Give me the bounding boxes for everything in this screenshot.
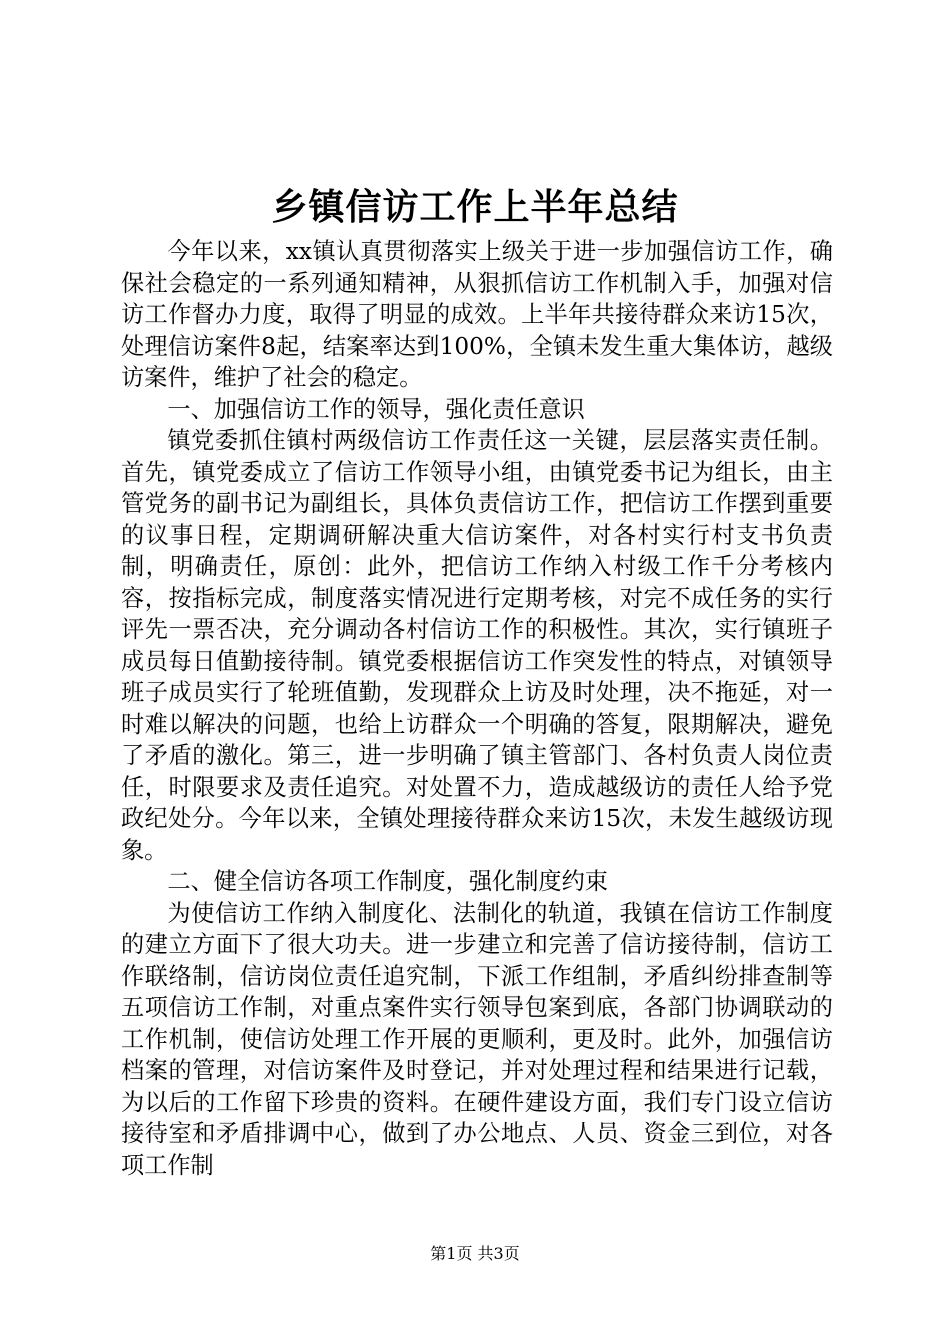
document-title: 乡镇信访工作上半年总结 bbox=[271, 187, 679, 228]
section-heading-2: 二、健全信访各项工作制度，强化制度约束 bbox=[167, 868, 608, 895]
paragraph-section-1: 镇党委抓住镇村两级信访工作责任这一关键，层层落实责任制。首先，镇党委成立了信访工作领导小组，由镇党委书记为组长，由主管党务的副书记为副组长，具体负责信访工作，把信访工作摆到重要的议事日程，定期调研解决重大信访案件，对各村实行村支书负责制，明确责任，原创：此外，把信访工作纳入村级工作千分考核内容，按指标完成，制度落实情况进行定期考核，对完不成任务的实行评先一票否决，充分调动各村信访工作的积极性。其次，实行镇班子成员每日值勤接待制。镇党委根据信访工作突发性的特点，对镇领导班子成员实行了轮班值勤，发现群众上访及时处理，决不拖延，对一时难以解决的问题，也给上访群众一个明确的答复，限期解决，避免了矛盾的激化。第三，进一步明确了镇主管部门、各村负责人岗位责任，时限要求及责任追究。对处置不力，造成越级访的责任人给予党政纪处分。今年以来，全镇处理接待群众来访15次，未发生越级访现象。 bbox=[121, 427, 833, 864]
page-footer: 第1页 共3页 bbox=[430, 1244, 520, 1263]
paragraph-intro: 今年以来，xx镇认真贯彻落实上级关于进一步加强信访工作，确保社会稳定的一系列通知精神，从狠抓信访工作机制入手，加强对信访工作督办力度，取得了明显的成效。上半年共接待群众来访15次，处理信访案件8起，结案率达到100%，全镇未发生重大集体访，越级访案件，维护了社会的稳定。 bbox=[121, 238, 833, 391]
section-heading-1: 一、加强信访工作的领导，强化责任意识 bbox=[167, 395, 585, 423]
paragraph-section-2: 为使信访工作纳入制度化、法制化的轨道，我镇在信访工作制度的建立方面下了很大功夫。进一步建立和完善了信访接待制，信访工作联络制，信访岗位责任追究制，下派工作组制，矛盾纠纷排查制等五项信访工作制，对重点案件实行领导包案到底，各部门协调联动的工作机制，使信访处理工作开展的更顺利，更及时。此外，加强信访档案的管理，对信访案件及时登记，并对处理过程和结果进行记载，为以后的工作留下珍贵的资料。在硬件建设方面，我们专门设立信访接待室和矛盾排调中心，做到了办公地点、人员、资金三到位，对各项工作制 bbox=[121, 899, 833, 1179]
document-body bbox=[121, 236, 833, 1181]
